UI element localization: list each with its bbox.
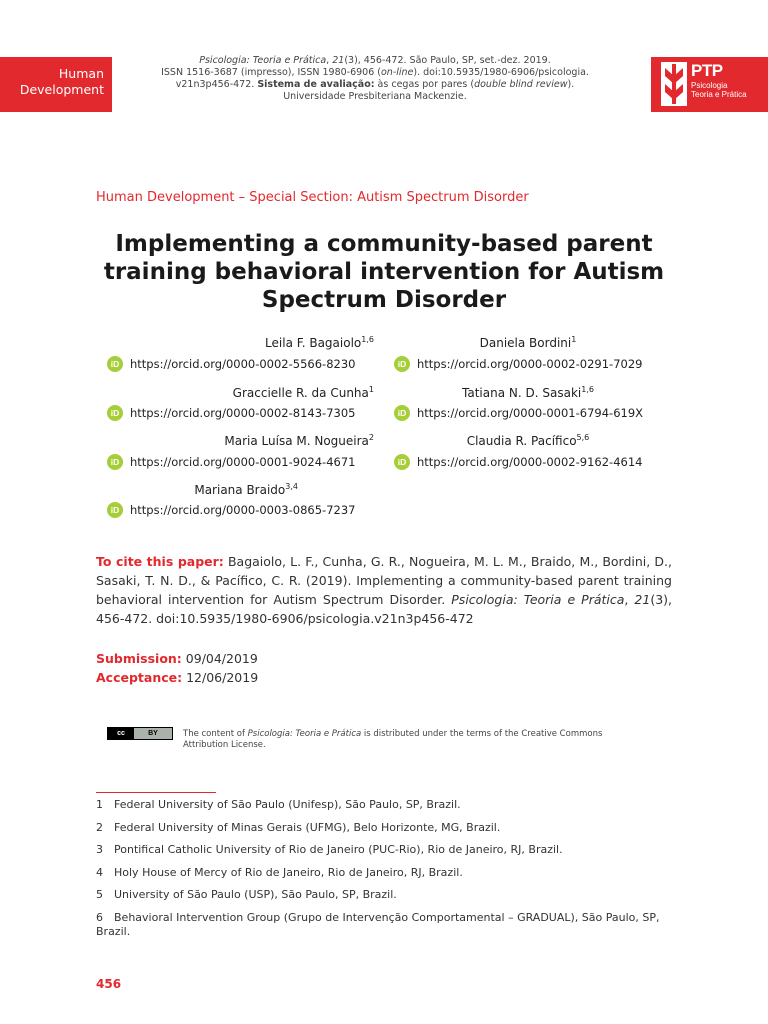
section-tab (0, 57, 112, 112)
doi-a: v21n3p456-472. (175, 79, 258, 90)
review-close: ). (567, 79, 575, 90)
author-name: Graccielle R. da Cunha$^1$ (232, 385, 374, 400)
citation-journal: Psicologia: Teoria e Prática (451, 592, 625, 607)
orcid-link[interactable]: iD https://orcid.org/0000-0001-9024-4671 (107, 454, 387, 470)
footnote: 4 Holy House of Mercy of Rio de Janeiro, Rio de Janeiro, RJ, Brazil. (96, 865, 463, 879)
footnote-rule (96, 792, 216, 793)
review-label: Sistema de avaliação: (257, 79, 375, 90)
issn-a: ISSN 1516-3687 (impresso), ISSN 1980-6906 ( (161, 67, 381, 78)
section-tab-line1: Human (58, 66, 104, 81)
dates (96, 649, 258, 687)
orcid-icon: iD (107, 454, 123, 470)
journal-logo (651, 57, 768, 112)
orcid-icon: iD (394, 454, 410, 470)
orcid-icon: iD (107, 356, 123, 372)
author-name: Daniela Bordini$^1$ (479, 335, 577, 350)
author-name: Leila F. Bagaiolo$^{1,6}$ (265, 335, 374, 350)
by-icon: BY (148, 730, 158, 737)
author-name: Claudia R. Pacífico$^{5,6}$ (466, 433, 590, 448)
footnote: 3 Pontifical Catholic University of Rio de Janeiro (PUC-Rio), Rio de Janeiro, RJ, Brazil. (96, 843, 563, 856)
orcid-icon: iD (394, 405, 410, 421)
logo-abbr: PTP (691, 61, 723, 80)
citation-text: Bagaiolo, L. F., Cunha, G. R., Nogueira, M. L. M., Braido, M., Bordini, D., Sasaki, T. N. D., & Pacífico, C. R. (2019). Implementing a community-based parent training behavioral intervention for Autism Spectrum Disorder. (96, 554, 672, 607)
orcid-link[interactable]: iD https://orcid.org/0000-0002-0291-7029 (394, 356, 642, 372)
citation-label: To cite this paper: (96, 554, 224, 569)
footnote: 2 Federal University of Minas Gerais (UFMG), Belo Horizonte, MG, Brazil. (96, 820, 501, 834)
author-name: Tatiana N. D. Sasaki$^{1,6}$ (462, 385, 594, 400)
journal-header: Psicologia: Teoria e Prática, 21(3), 456-472. São Paulo, SP, set.-dez. 2019. ISSN 1516-3687 (impresso), ISSN 1980-6906 (on-line). doi:10.5935/1980-6906/psicologia. v21n3p456-472. Sistema de avaliação: às cegas por pares (double blind review). Universidade Presbiteriana Mackenzie. (145, 55, 605, 103)
orcid-icon: iD (107, 502, 123, 518)
journal-issue: (3), 456-472. São Paulo, SP, set.-dez. 2019. (344, 55, 551, 66)
citation-volume: 21 (634, 592, 651, 607)
review-text: às cegas por pares ( (374, 79, 475, 90)
university: Universidade Presbiteriana Mackenzie. (283, 91, 467, 102)
author-name: Maria Luísa M. Nogueira$^2$ (224, 433, 374, 448)
orcid-link[interactable]: iD https://orcid.org/0000-0002-5566-8230 (107, 356, 387, 372)
journal-volume: 21 (332, 55, 345, 66)
submission-line: Submission: 09/04/2019 (96, 651, 258, 666)
acceptance-line: Acceptance: 12/06/2019 (96, 670, 259, 685)
section-tab-line2: Development (19, 82, 104, 97)
citation-rest: (3), 456-472. doi:10.5935/1980-6906/psicologia.v21n3p456-472 (96, 592, 672, 626)
section-line: Human Development – Special Section: Autism Spectrum Disorder (96, 190, 529, 205)
review-italic: double blind review (474, 79, 568, 90)
license-text: The content of Psicologia: Teoria e Prática is distributed under the terms of the Creative Commons Attribution License. (183, 729, 603, 750)
logo-line1: Psicologia (691, 81, 728, 90)
footnote: 5 University of São Paulo (USP), São Paulo, SP, Brazil. (96, 888, 397, 901)
orcid-link[interactable]: iD https://orcid.org/0000-0002-9162-4614 (394, 454, 642, 470)
page-number: 456 (96, 977, 122, 991)
logo-line2: Teoria e Prática (691, 90, 747, 99)
footnote: 6 Behavioral Intervention Group (Grupo de Intervenção Comportamental – GRADUAL), São Paulo, SP, Brazil. (96, 910, 660, 938)
cc-icon: cc (108, 728, 134, 739)
orcid-link[interactable]: iD https://orcid.org/0000-0001-6794-619X (394, 405, 643, 421)
author-name: Mariana Braido$^{3,4}$ (194, 482, 298, 497)
orcid-link[interactable]: iD https://orcid.org/0000-0002-8143-7305 (107, 405, 387, 421)
issn-b: ). doi:10.5935/1980-6906/psicologia. (413, 67, 589, 78)
citation: To cite this paper: Bagaiolo, L. F., Cunha, G. R., Nogueira, M. L. M., Braido, M., Bordini, D., Sasaki, T. N. D., & Pacífico, C. R. (2019). Implementing a community-based parent training behavioral intervention for Autism Spectrum Disorder. Psicologia: Teoria e Prática, 21(3), 456-472. doi:10.5935/1980-6906/psicologia.v21n3p456-472 (96, 554, 672, 626)
logo-emblem-icon (661, 62, 687, 106)
journal-name: Psicologia: Teoria e Prática (199, 55, 327, 66)
issn-online: on-line (381, 67, 414, 78)
footnote: 1 Federal University of São Paulo (Unifesp), São Paulo, SP, Brazil. (96, 798, 461, 811)
cc-by-badge[interactable] (107, 727, 173, 740)
orcid-link[interactable]: iD https://orcid.org/0000-0003-0865-7237 (107, 502, 387, 518)
orcid-icon: iD (107, 405, 123, 421)
orcid-icon: iD (394, 356, 410, 372)
footnotes (96, 798, 676, 947)
article-title: Implementing a community-based parent training behavioral intervention for Autism Spectrum Disorder (103, 231, 665, 313)
